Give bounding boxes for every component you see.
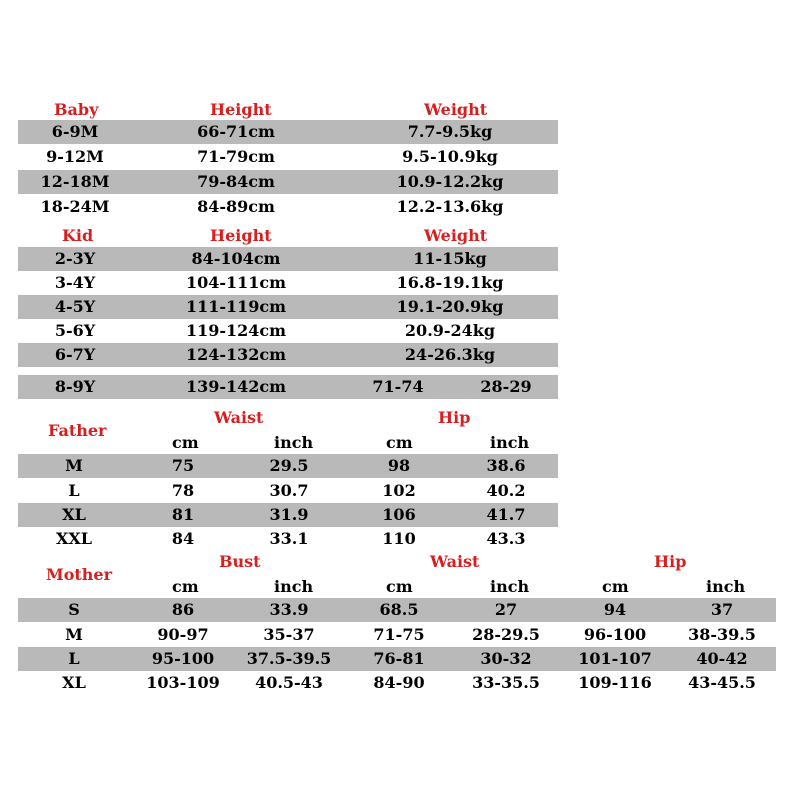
mother-bust-inch-header: inch <box>274 577 314 596</box>
father-value: 81 <box>171 505 195 524</box>
father-title: Father <box>48 421 107 440</box>
mother-hip-header: Hip <box>654 552 687 571</box>
mother-size: S <box>68 600 80 619</box>
father-value: 33.1 <box>269 529 309 548</box>
mother-value: 30-32 <box>480 649 532 668</box>
mother-hip-cm-header: cm <box>602 577 629 596</box>
kid-weight: 11-15kg <box>413 249 487 268</box>
baby-weight: 10.9-12.2kg <box>396 172 504 191</box>
mother-waist-cm-header: cm <box>386 577 413 596</box>
father-value: 110 <box>382 529 416 548</box>
mother-value: 40-42 <box>696 649 748 668</box>
kid-age: 8-9Y <box>54 377 96 396</box>
father-hip-inch-header: inch <box>490 433 530 452</box>
baby-age: 6-9M <box>51 122 99 141</box>
table-row <box>18 647 776 671</box>
father-value: 106 <box>382 505 416 524</box>
table-row <box>18 671 776 695</box>
mother-value: 90-97 <box>157 625 209 644</box>
mother-value: 43-45.5 <box>688 673 756 692</box>
mother-value: 101-107 <box>578 649 652 668</box>
father-waist-cm-header: cm <box>172 433 199 452</box>
table-row <box>18 527 558 551</box>
table-row <box>18 145 558 169</box>
father-value: 41.7 <box>486 505 526 524</box>
table-row <box>18 623 776 647</box>
mother-value: 96-100 <box>583 625 647 644</box>
table-row <box>18 375 558 399</box>
kid-value: 28-29 <box>480 377 532 396</box>
kid-age: 4-5Y <box>54 297 96 316</box>
mother-title: Mother <box>46 565 113 584</box>
table-row <box>18 343 558 367</box>
table-row <box>18 170 558 194</box>
kid-height: 111-119cm <box>185 297 287 316</box>
mother-value: 86 <box>171 600 195 619</box>
mother-bust-header: Bust <box>219 552 261 571</box>
baby-height: 71-79cm <box>197 147 275 166</box>
table-row <box>18 271 558 295</box>
mother-value: 94 <box>603 600 627 619</box>
table-row <box>18 295 558 319</box>
kid-weight-header: Weight <box>424 226 488 245</box>
mother-value: 84-90 <box>373 673 425 692</box>
father-waist-header: Waist <box>214 408 264 427</box>
father-size: XXL <box>55 529 93 548</box>
mother-value: 37.5-39.5 <box>246 649 332 668</box>
father-value: 43.3 <box>486 529 526 548</box>
baby-age: 18-24M <box>40 197 110 216</box>
mother-bust-cm-header: cm <box>172 577 199 596</box>
kid-age: 6-7Y <box>54 345 96 364</box>
mother-value: 68.5 <box>379 600 419 619</box>
mother-size: XL <box>62 673 86 692</box>
kid-height-header: Height <box>210 226 272 245</box>
baby-weight: 7.7-9.5kg <box>407 122 493 141</box>
mother-value: 33-35.5 <box>472 673 540 692</box>
mother-size: M <box>65 625 83 644</box>
kid-height: 84-104cm <box>191 249 281 268</box>
father-value: 30.7 <box>269 481 309 500</box>
mother-value: 109-116 <box>578 673 652 692</box>
mother-value: 27 <box>494 600 518 619</box>
mother-value: 28-29.5 <box>472 625 540 644</box>
table-row <box>18 195 558 219</box>
mother-value: 33.9 <box>269 600 309 619</box>
father-value: 31.9 <box>269 505 309 524</box>
table-row <box>18 479 558 503</box>
baby-height-header: Height <box>210 100 272 119</box>
mother-value: 76-81 <box>373 649 425 668</box>
kid-title: Kid <box>62 226 94 245</box>
table-row <box>18 319 558 343</box>
kid-age: 3-4Y <box>54 273 96 292</box>
father-waist-inch-header: inch <box>274 433 314 452</box>
father-value: 29.5 <box>269 456 309 475</box>
father-value: 102 <box>382 481 416 500</box>
mother-value: 71-75 <box>373 625 425 644</box>
kid-weight: 24-26.3kg <box>404 345 496 364</box>
kid-weight: 16.8-19.1kg <box>396 273 504 292</box>
kid-height: 139-142cm <box>185 377 287 396</box>
mother-value: 95-100 <box>151 649 215 668</box>
table-row <box>18 120 558 144</box>
kid-height: 124-132cm <box>185 345 287 364</box>
baby-weight-header: Weight <box>424 100 488 119</box>
mother-value: 35-37 <box>263 625 315 644</box>
father-value: 78 <box>171 481 195 500</box>
father-size: XL <box>62 505 86 524</box>
mother-value: 38-39.5 <box>688 625 756 644</box>
baby-height: 66-71cm <box>197 122 275 141</box>
father-hip-header: Hip <box>438 408 471 427</box>
father-value: 40.2 <box>486 481 526 500</box>
baby-age: 9-12M <box>46 147 104 166</box>
table-row <box>18 247 558 271</box>
kid-weight: 20.9-24kg <box>404 321 496 340</box>
father-size: M <box>65 456 83 475</box>
baby-weight: 12.2-13.6kg <box>396 197 504 216</box>
mother-value: 40.5-43 <box>255 673 323 692</box>
father-size: L <box>68 481 80 500</box>
mother-hip-inch-header: inch <box>706 577 746 596</box>
baby-age: 12-18M <box>40 172 110 191</box>
baby-weight: 9.5-10.9kg <box>402 147 498 166</box>
baby-height: 84-89cm <box>197 197 275 216</box>
kid-height: 119-124cm <box>185 321 287 340</box>
table-row <box>18 454 558 478</box>
kid-age: 5-6Y <box>54 321 96 340</box>
kid-value: 71-74 <box>372 377 424 396</box>
mother-waist-header: Waist <box>430 552 480 571</box>
father-value: 75 <box>171 456 195 475</box>
father-value: 38.6 <box>486 456 526 475</box>
table-row <box>18 503 558 527</box>
father-hip-cm-header: cm <box>386 433 413 452</box>
kid-height: 104-111cm <box>185 273 287 292</box>
father-value: 84 <box>171 529 195 548</box>
baby-title: Baby <box>54 100 99 119</box>
kid-age: 2-3Y <box>54 249 96 268</box>
mother-size: L <box>68 649 80 668</box>
kid-weight: 19.1-20.9kg <box>396 297 504 316</box>
father-value: 98 <box>387 456 411 475</box>
mother-value: 103-109 <box>146 673 220 692</box>
baby-height: 79-84cm <box>197 172 275 191</box>
mother-value: 37 <box>710 600 734 619</box>
mother-waist-inch-header: inch <box>490 577 530 596</box>
table-row <box>18 598 776 622</box>
